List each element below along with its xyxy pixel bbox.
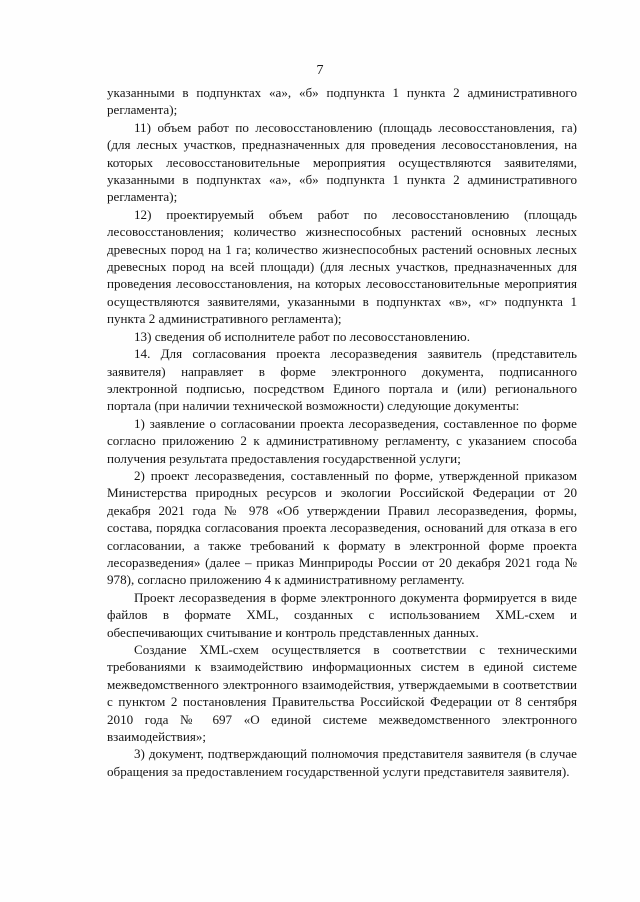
- document-body: [107, 84, 577, 780]
- paragraph-point-14: 14. Для согласования проекта лесоразведения заявитель (представитель заявителя) направляет в форме электронного документа, подписанного электронной подписью, посредством Единого портала и (или) регионального портала (при наличии технической возможности) следующие документы:: [107, 346, 577, 414]
- page-number: 7: [316, 63, 324, 78]
- paragraph-xml-format: Проект лесоразведения в форме электронного документа формируется в виде файлов в формате XML, созданных с использованием XML-схем и обеспечивающих считывание и контроль представленных данных.: [107, 589, 577, 640]
- paragraph-item-12: 12) проектируемый объем работ по лесовосстановлению (площадь лесовосстановления; количество жизнеспособных растений основных лесных древесных пород на 1 га; количество жизнеспособных растений основных лесных древесных пород на всей площади) (для лесных участков, предназначенных для проведения лесовосстановления, на которых лесовосстановительные мероприятия осуществляются заявителями, указанными в подпунктах «в», «г» подпункта 1 пункта 2 административного регламента);: [107, 206, 577, 327]
- paragraph-subitem-2: 2) проект лесоразведения, составленный по форме, утвержденной приказом Министерства природных ресурсов и экологии Российской Федерации от 20 декабря 2021 года № 978 «Об утверждении Правил лесоразведения, формы, состава, порядка согласования проекта лесоразведения, оснований для отказа в его согласовании, а также требований к формату в электронной форме проекта лесоразведения» (далее – приказ Минприроды России от 20 декабря 2021 года № 978), согласно приложению 4 к административному регламенту.: [107, 467, 577, 588]
- paragraph-xml-schemas: Создание XML-схем осуществляется в соответствии с техническими требованиями к взаимодействию информационных систем в единой системе межведомственного электронного взаимодействия, утверждаемыми в соответствии с пунктом 2 постановления Правительства Российской Федерации от 8 сентября 2010 года № 697 «О единой системе межведомственного электронного взаимодействия»;: [107, 642, 577, 745]
- paragraph-continuation: указанными в подпунктах «а», «б» подпункта 1 пункта 2 административного регламента);: [107, 85, 577, 118]
- paragraph-subitem-1: 1) заявление о согласовании проекта лесоразведения, составленное по форме согласно приложению 2 к административному регламенту, с указанием способа получения результата предоставления государственной услуги;: [107, 415, 577, 466]
- paragraph-subitem-3: 3) документ, подтверждающий полномочия представителя заявителя (в случае обращения за предоставлением государственной услуги представителя заявителя).: [107, 746, 577, 779]
- paragraph-item-11: 11) объем работ по лесовосстановлению (площадь лесовосстановления, га) (для лесных участков, предназначенных для проведения лесовосстановления, на которых лесовосстановительные мероприятия осуществляются заявителями, указанными в подпунктах «а», «б» подпункта 1 пункта 2 административного регламента);: [107, 119, 577, 205]
- paragraph-item-13: 13) сведения об исполнителе работ по лесовосстановлению.: [134, 328, 470, 344]
